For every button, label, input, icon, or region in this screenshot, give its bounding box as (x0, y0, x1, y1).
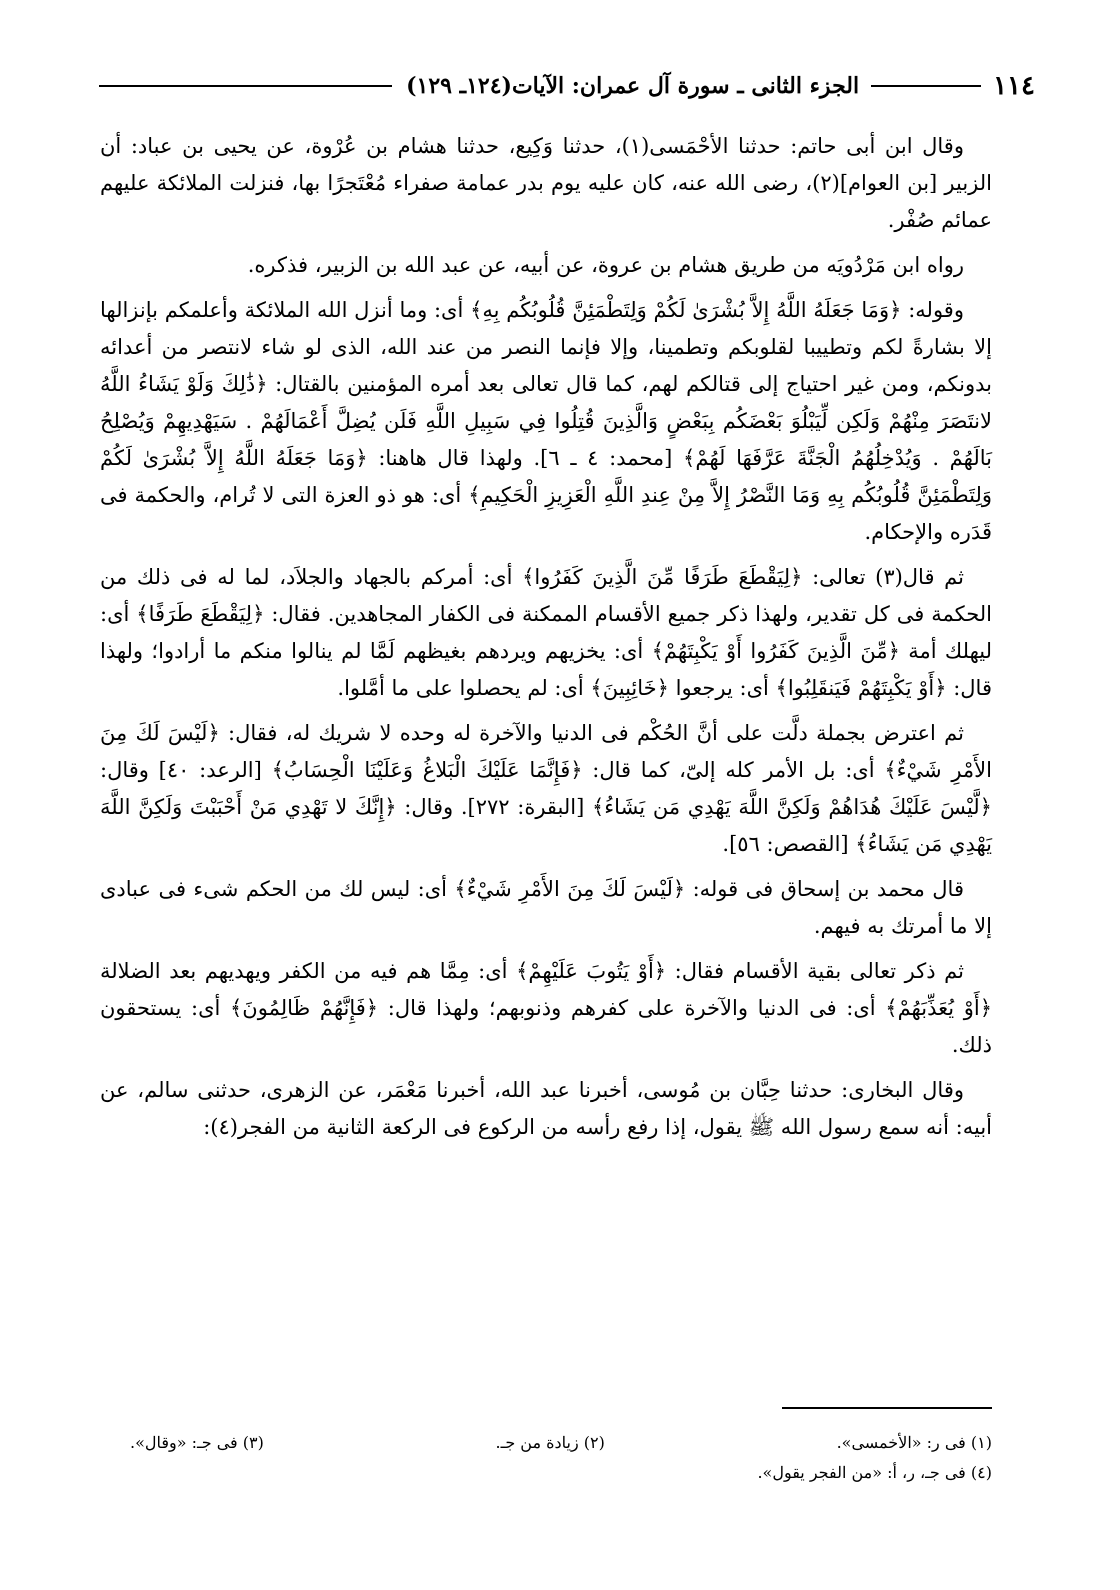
page-number: ١١٤ (993, 71, 1035, 101)
paragraph-2: رواه ابن مَرْدُويَه من طريق هشام بن عروة، عن أبيه، عن عبد الله بن الزبير، فذكره. (247, 253, 964, 277)
footnote-row (130, 1428, 992, 1458)
paragraph-4: ثم قال(٣) تعالى: ﴿لِيَقْطَعَ طَرَفًا مِّنَ الَّذِينَ كَفَرُوا﴾ أى: أمركم بالجهاد والجلاَد، لما له فى ذلك من الحكمة فى كل تقدير، ولهذا ذكر جميع الأقسام الممكنة فى الكفار المجاهدين. فقال: ﴿لِيَقْطَعَ طَرَفًا﴾ أى: ليهلك أمة ﴿مِّنَ الَّذِينَ كَفَرُوا أَوْ يَكْبِتَهُمْ﴾ أى: يخزيهم ويردهم بغيظهم لَمَّا لم ينالوا منكم ما أرادوا؛ ولهذا قال: ﴿أَوْ يَكْبِتَهُمْ فَيَنقَلِبُوا﴾ أى: يرجعوا ﴿خَائِبِينَ﴾ أى: لم يحصلوا على ما أمَّلوا. (100, 565, 992, 700)
paragraph-6: قال محمد بن إسحاق فى قوله: ﴿لَيْسَ لَكَ مِنَ الأَمْرِ شَيْءٌ﴾ أى: ليس لك من الحكم شىء فى عبادى إلا ما أمرتك به فيهم. (100, 877, 992, 938)
header-rule-right (871, 85, 981, 87)
header-rule-left (99, 85, 392, 87)
paragraph-8: وقال البخارى: حدثنا حِبَّان بن مُوسى، أخبرنا عبد الله، أخبرنا مَعْمَر، عن الزهرى، حدثنى سالم، عن أبيه: أنه سمع رسول الله ﷺ يقول، إذا رفع رأسه من الركوع فى الركعة الثانية من الفجر(٤): (100, 1078, 992, 1139)
paragraph-5: ثم اعترض بجملة دلَّت على أنَّ الحُكْم فى الدنيا والآخرة له وحده لا شريك له، فقال: ﴿لَيْسَ لَكَ مِنَ الأَمْرِ شَيْءٌ﴾ أى: بل الأمر كله إلىّ، كما قال: ﴿فَإِنَّمَا عَلَيْكَ الْبَلاغُ وَعَلَيْنَا الْحِسَابُ﴾ [الرعد: ٤٠] وقال: ﴿لَّيْسَ عَلَيْكَ هُدَاهُمْ وَلَكِنَّ اللَّهَ يَهْدِي مَن يَشَاءُ﴾ [البقرة: ٢٧٢]. وقال: ﴿إِنَّكَ لا تَهْدِي مَنْ أَحْبَبْتَ وَلَكِنَّ اللَّهَ يَهْدِي مَن يَشَاءُ﴾ [القصص: ٥٦]. (100, 721, 992, 856)
paragraph-3: وقوله: ﴿وَمَا جَعَلَهُ اللَّهُ إِلاَّ بُشْرَىٰ لَكُمْ وَلِتَطْمَئِنَّ قُلُوبُكُم بِهِ﴾ أى: وما أنزل الله الملائكة وأعلمكم بإنزالها إلا بشارةً لكم وتطييبا لقلوبكم وتطمينا، وإلا فإنما النصر من عند الله، الذى لو شاء لانتصر من أعدائه بدونكم، ومن غير احتياج إلى قتالكم لهم، كما قال تعالى بعد أمره المؤمنين بالقتال: ﴿ذَٰلِكَ وَلَوْ يَشَاءُ اللَّهُ لانتَصَرَ مِنْهُمْ وَلَكِن لِّيَبْلُوَ بَعْضَكُم بِبَعْضٍ وَالَّذِينَ قُتِلُوا فِي سَبِيلِ اللَّهِ فَلَن يُضِلَّ أَعْمَالَهُمْ . سَيَهْدِيهِمْ وَيُصْلِحُ بَالَهُمْ . وَيُدْخِلُهُمُ الْجَنَّةَ عَرَّفَهَا لَهُمْ﴾ [محمد: ٤ ـ ٦]. ولهذا قال هاهنا: ﴿وَمَا جَعَلَهُ اللَّهُ إِلاَّ بُشْرَىٰ لَكُمْ وَلِتَطْمَئِنَّ قُلُوبُكُم بِهِ وَمَا النَّصْرُ إِلاَّ مِنْ عِندِ اللَّهِ الْعَزِيزِ الْحَكِيمِ﴾ أى: هو ذو العزة التى لا تُرام، والحكمة فى قَدَره والإحكام. (100, 298, 992, 544)
footnote-row (130, 1458, 992, 1488)
footnote-separator (782, 1407, 992, 1409)
footnote-4: (٤) فى جـ، ر، أ: «من الفجر يقول». (757, 1463, 992, 1482)
running-header (85, 66, 1035, 106)
paragraph-7: ثم ذكر تعالى بقية الأقسام فقال: ﴿أَوْ يَتُوبَ عَلَيْهِمْ﴾ أى: مِمَّا هم فيه من الكفر ويهديهم بعد الضلالة ﴿أَوْ يُعَذِّبَهُمْ﴾ أى: فى الدنيا والآخرة على كفرهم وذنوبهم؛ ولهذا قال: ﴿فَإِنَّهُمْ ظَالِمُونَ﴾ أى: يستحقون ذلك. (100, 959, 992, 1057)
footnote-3: (٣) فى جـ: «وقال». (130, 1433, 264, 1452)
running-title: الجزء الثانى ـ سورة آل عمران: الآيات(١٢٤ـ ١٢٩) (406, 73, 860, 99)
footnotes (130, 1428, 992, 1488)
main-text (100, 128, 992, 1154)
footnote-1: (١) فى ر: «الأخمسى». (836, 1433, 992, 1452)
paragraph-1: وقال ابن أبى حاتم: حدثنا الأحْمَسى(١)، حدثنا وَكِيع، حدثنا هشام بن عُرْوة، عن يحيى بن عباد: أن الزبير [بن العوام](٢)، رضى الله عنه، كان عليه يوم بدر عمامة صفراء مُعْتَجرًا بها، فنزلت الملائكة عليهم عمائم صُفْر. (100, 134, 992, 232)
footnote-2: (٢) زيادة من جـ. (495, 1433, 605, 1452)
